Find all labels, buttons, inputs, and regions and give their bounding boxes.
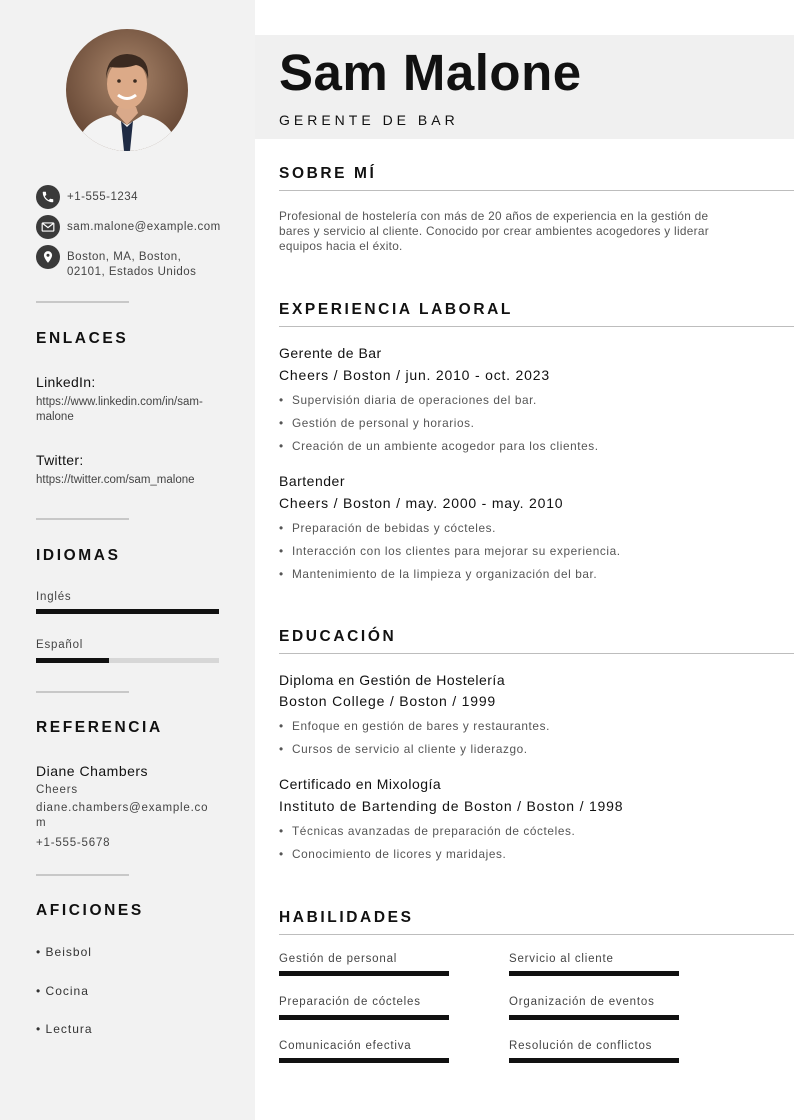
education-title: Certificado en Mixología [279, 776, 442, 792]
envelope-icon [36, 215, 60, 239]
bullet-text: Cursos de servicio al cliente y liderazgo. [292, 742, 528, 756]
section-rule [279, 190, 794, 191]
bullet-text: Interacción con los clientes para mejorar su experiencia. [292, 544, 621, 558]
hobbies-heading: AFICIONES [36, 902, 144, 919]
map-pin-icon [36, 245, 60, 269]
reference-email[interactable]: diane.chambers@example.com [36, 802, 209, 829]
skill-level-bar [279, 971, 449, 976]
sidebar-divider [36, 518, 129, 520]
skill-name: Resolución de conflictos [509, 1040, 653, 1052]
skill-name: Servicio al cliente [509, 953, 614, 965]
bullet-text: Supervisión diaria de operaciones del bar. [292, 393, 537, 407]
education-bullet: • Conocimiento de licores y maridajes. [279, 847, 507, 861]
skill-level-bar [279, 1015, 449, 1020]
job-bullet: • Gestión de personal y horarios. [279, 416, 475, 430]
bullet-text: Preparación de bebidas y cócteles. [292, 521, 497, 535]
hobby-item: • Cocina [36, 984, 89, 998]
bullet-text: Creación de un ambiente acogedor para los clientes. [292, 439, 599, 453]
skill-level-fill [509, 1058, 679, 1063]
skill-name: Comunicación efectiva [279, 1040, 412, 1052]
person-name: Sam Malone [279, 44, 582, 101]
section-rule [279, 326, 794, 327]
section-rule [279, 934, 794, 935]
job-bullet: • Supervisión diaria de operaciones del bar. [279, 393, 537, 407]
job-bullet: • Mantenimiento de la limpieza y organización del bar. [279, 567, 598, 581]
skill-level-fill [279, 1058, 449, 1063]
skill-level-fill [509, 971, 679, 976]
job-title: Bartender [279, 473, 345, 489]
linkedin-url[interactable]: https://www.linkedin.com/in/sam-malone [36, 396, 203, 423]
language-name: Español [36, 639, 84, 651]
job-title: Gerente de Bar [279, 345, 382, 361]
address-line-1: Boston, MA, Boston, [67, 251, 182, 263]
about-line: equipos hacia el éxito. [279, 239, 403, 253]
about-heading: SOBRE MÍ [279, 165, 377, 182]
hobby-item: • Lectura [36, 1022, 93, 1036]
job-bullet: • Interacción con los clientes para mejorar su experiencia. [279, 544, 621, 558]
skill-name: Preparación de cócteles [279, 996, 421, 1008]
linkedin-label: LinkedIn: [36, 374, 96, 390]
about-text [279, 209, 769, 254]
links-heading: ENLACES [36, 330, 129, 347]
sidebar-divider [36, 874, 129, 876]
contact-address [36, 245, 196, 280]
job-bullet: • Preparación de bebidas y cócteles. [279, 521, 497, 535]
language-level-bar [36, 609, 219, 614]
education-subtitle: Boston College / Boston / 1999 [279, 693, 497, 709]
twitter-label: Twitter: [36, 452, 84, 468]
job-subtitle: Cheers / Boston / may. 2000 - may. 2010 [279, 495, 564, 511]
twitter-url[interactable]: https://twitter.com/sam_malone [36, 474, 195, 486]
job-role: GERENTE DE BAR [279, 112, 459, 128]
skill-name: Organización de eventos [509, 996, 655, 1008]
experience-heading: EXPERIENCIA LABORAL [279, 301, 513, 318]
profile-photo [66, 29, 188, 151]
education-heading: EDUCACIÓN [279, 628, 397, 645]
hobby-item: • Beisbol [36, 945, 92, 959]
skill-level-fill [279, 971, 449, 976]
bullet-text: Técnicas avanzadas de preparación de cócteles. [292, 824, 576, 838]
about-line: bares y servicio al cliente. Conocido por crear ambientes acogedores y liderar [279, 224, 709, 238]
hobby-label: Beisbol [45, 945, 92, 959]
language-level-fill [36, 658, 109, 663]
skill-name: Gestión de personal [279, 953, 398, 965]
hobby-label: Lectura [45, 1022, 93, 1036]
hobby-label: Cocina [45, 984, 89, 998]
language-level-fill [36, 609, 219, 614]
skill-level-fill [509, 1015, 679, 1020]
reference-phone: +1-555-5678 [36, 837, 111, 849]
skill-level-bar [509, 971, 679, 976]
skill-level-bar [509, 1058, 679, 1063]
address-line-2: 02101, Estados Unidos [67, 266, 197, 278]
job-subtitle: Cheers / Boston / jun. 2010 - oct. 2023 [279, 367, 550, 383]
section-rule [279, 653, 794, 654]
education-bullet: • Enfoque en gestión de bares y restaurantes. [279, 719, 550, 733]
sidebar-divider [36, 691, 129, 693]
education-bullet: • Cursos de servicio al cliente y liderazgo. [279, 742, 528, 756]
skills-heading: HABILIDADES [279, 909, 414, 926]
address-text [67, 250, 196, 280]
education-subtitle: Instituto de Bartending de Boston / Boston / 1998 [279, 798, 624, 814]
skill-level-fill [279, 1015, 449, 1020]
skill-level-bar [279, 1058, 449, 1063]
reference-company: Cheers [36, 784, 78, 796]
languages-heading: IDIOMAS [36, 547, 121, 564]
phone-icon [36, 185, 60, 209]
education-bullet: • Técnicas avanzadas de preparación de cócteles. [279, 824, 576, 838]
language-level-bar [36, 658, 219, 663]
education-title: Diploma en Gestión de Hostelería [279, 672, 506, 688]
reference-name: Diane Chambers [36, 763, 149, 779]
bullet-text: Enfoque en gestión de bares y restaurantes. [292, 719, 550, 733]
reference-heading: REFERENCIA [36, 719, 163, 736]
language-name: Inglés [36, 591, 72, 603]
contact-phone [36, 185, 138, 209]
contact-email [36, 215, 221, 239]
job-bullet: • Creación de un ambiente acogedor para los clientes. [279, 439, 599, 453]
about-line: Profesional de hostelería con más de 20 años de experiencia en la gestión de [279, 209, 709, 223]
email-text[interactable]: sam.malone@example.com [67, 221, 221, 233]
skill-level-bar [509, 1015, 679, 1020]
bullet-text: Mantenimiento de la limpieza y organización del bar. [292, 567, 598, 581]
bullet-text: Gestión de personal y horarios. [292, 416, 475, 430]
bullet-text: Conocimiento de licores y maridajes. [292, 847, 507, 861]
phone-text: +1-555-1234 [67, 191, 139, 203]
sidebar-divider [36, 301, 129, 303]
